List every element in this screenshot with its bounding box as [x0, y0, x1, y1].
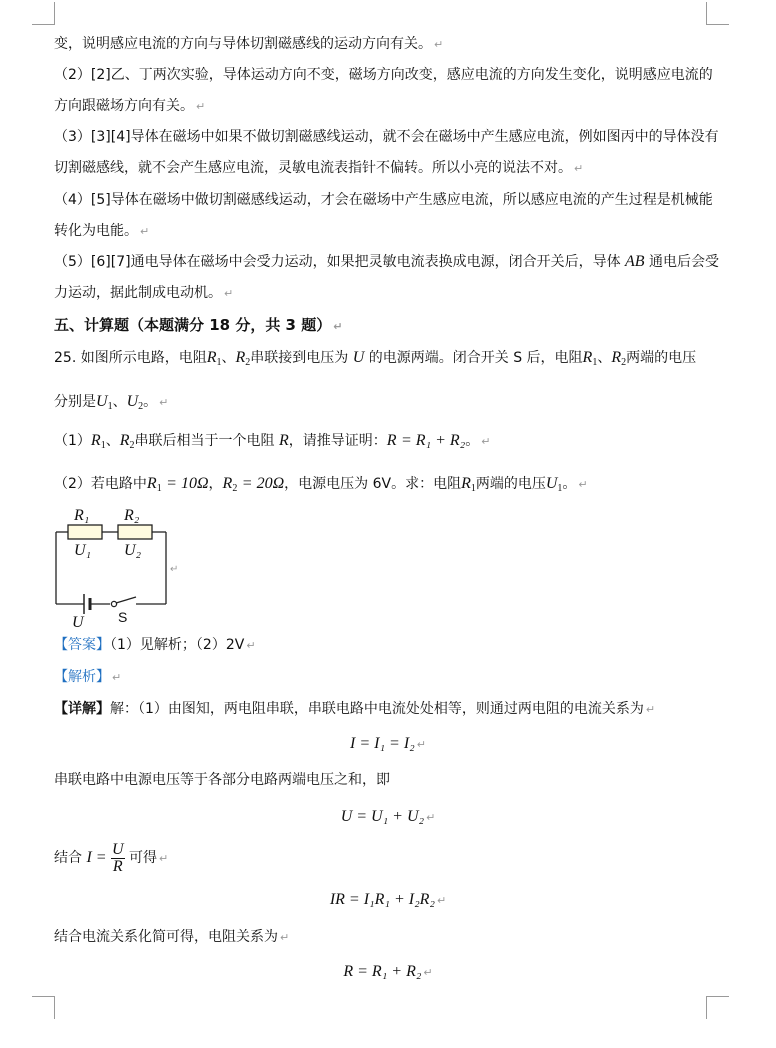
text-resistance-relation: 结合电流关系化简可得，电阻关系为 ↵ [54, 929, 290, 945]
label-switch-s: S [118, 609, 128, 625]
crop-mark-top-right [706, 2, 729, 25]
label-r2: R₂ [124, 507, 140, 524]
paragraph-2: （2）[2]乙、丁两次实验，导体运动方向不变，磁场方向改变，感应电流的方向发生变化，说明感应电流的 [54, 67, 713, 83]
resistor-r1 [68, 525, 102, 539]
section-heading: 五、计算题（本题满分 18 分，共 3 题） ↵ [54, 316, 343, 334]
crop-mark-top-left [32, 2, 55, 25]
answer-tag: 【答案】 [54, 637, 110, 653]
question-25-line-2: 分别是$U_1$、$U_2$。 ↵ [54, 393, 169, 412]
paragraph-1: 变，说明感应电流的方向与导体切割磁感线的运动方向有关。 ↵ [54, 36, 444, 52]
equation-resistance: R = R₁ + R₂ ↵ [343, 963, 433, 980]
question-25-part-1: $(1)R_1$、$R_2$串联后相当于一个电阻 R，请推导证明：R = R₁ + R₂。 ↵ [54, 432, 491, 451]
detail-tag: 【详解】 [54, 701, 110, 717]
paragraph-6: （4）[5]导体在磁场中做切割磁感线运动，才会在磁场中产生感应电流，所以感应电流的产生过程是机械能 [54, 192, 713, 208]
circuit-diagram [52, 504, 182, 632]
question-25-part-2: （2）若电路中$R_1 = 10\Omega$，$R_2 = 20\Omega$，电源电压为 6V。求：电阻$R_1$两端的电压$U_1$。 ↵ [54, 475, 588, 494]
equation-voltage: U = U₁ + U₂ ↵ [340, 808, 436, 825]
crop-mark-bottom-right [706, 996, 729, 1019]
label-r1: R₁ [74, 507, 90, 524]
paragraph-mark: ↵ [170, 564, 179, 575]
fraction-u-over-r: $\frac{U}{R}$ [112, 840, 124, 875]
text-voltage-sum: 串联电路中电源电压等于各部分电路两端电压之和，即 [54, 772, 390, 788]
question-25-line-1: 25. 如图所示电路，电阻$R_1$、$R_2$串联接到电压为 U 的电源两端。闭合开关 S 后，电阻$R_1$、$R_2$两端的电压 [54, 349, 697, 368]
paragraph-3: 方向跟磁场方向有关。 ↵ [54, 98, 206, 114]
paragraph-9: 力运动，据此制成电动机。 ↵ [54, 285, 234, 301]
analysis-tag: 【解析】 [54, 669, 110, 685]
answer-line: 【答案】（1）见解析；（2）2V ↵ [54, 637, 256, 653]
label-u1: U₁ [74, 542, 92, 559]
text-ohms-law: 结合 I = $\frac{U}{R}$ 可得 ↵ [54, 840, 169, 875]
label-u2: U₂ [124, 542, 142, 559]
resistor-r2 [118, 525, 152, 539]
analysis-line: 【解析】 ↵ [54, 669, 122, 685]
equation-ir: IR = I₁R₁ + I₂R₂ ↵ [329, 891, 447, 908]
detail-line: 【详解】解：（1）由图知，两电阻串联，串联电路中电流处处相等，则通过两电阻的电流关系为 ↵ [54, 701, 656, 717]
paragraph-5: 切割磁感线，就不会产生感应电流，灵敏电流表指针不偏转。所以小亮的说法不对。 ↵ [54, 160, 584, 176]
equation-current: I = I₁ = I₂ ↵ [350, 735, 426, 752]
crop-mark-bottom-left [32, 996, 55, 1019]
paragraph-7: 转化为电能。 ↵ [54, 223, 150, 239]
switch-contact [111, 601, 116, 606]
switch-lever [116, 597, 136, 603]
label-source-u: U [72, 614, 84, 631]
paragraph-8: （5）[6][7]通电导体在磁场中会受力运动，如果把灵敏电流表换成电源，闭合开关后，导体 AB 通电后会受 [54, 253, 720, 270]
paragraph-4: （3）[3][4]导体在磁场中如果不做切割磁感线运动，就不会在磁场中产生感应电流，例如图丙中的导体没有 [54, 129, 719, 145]
